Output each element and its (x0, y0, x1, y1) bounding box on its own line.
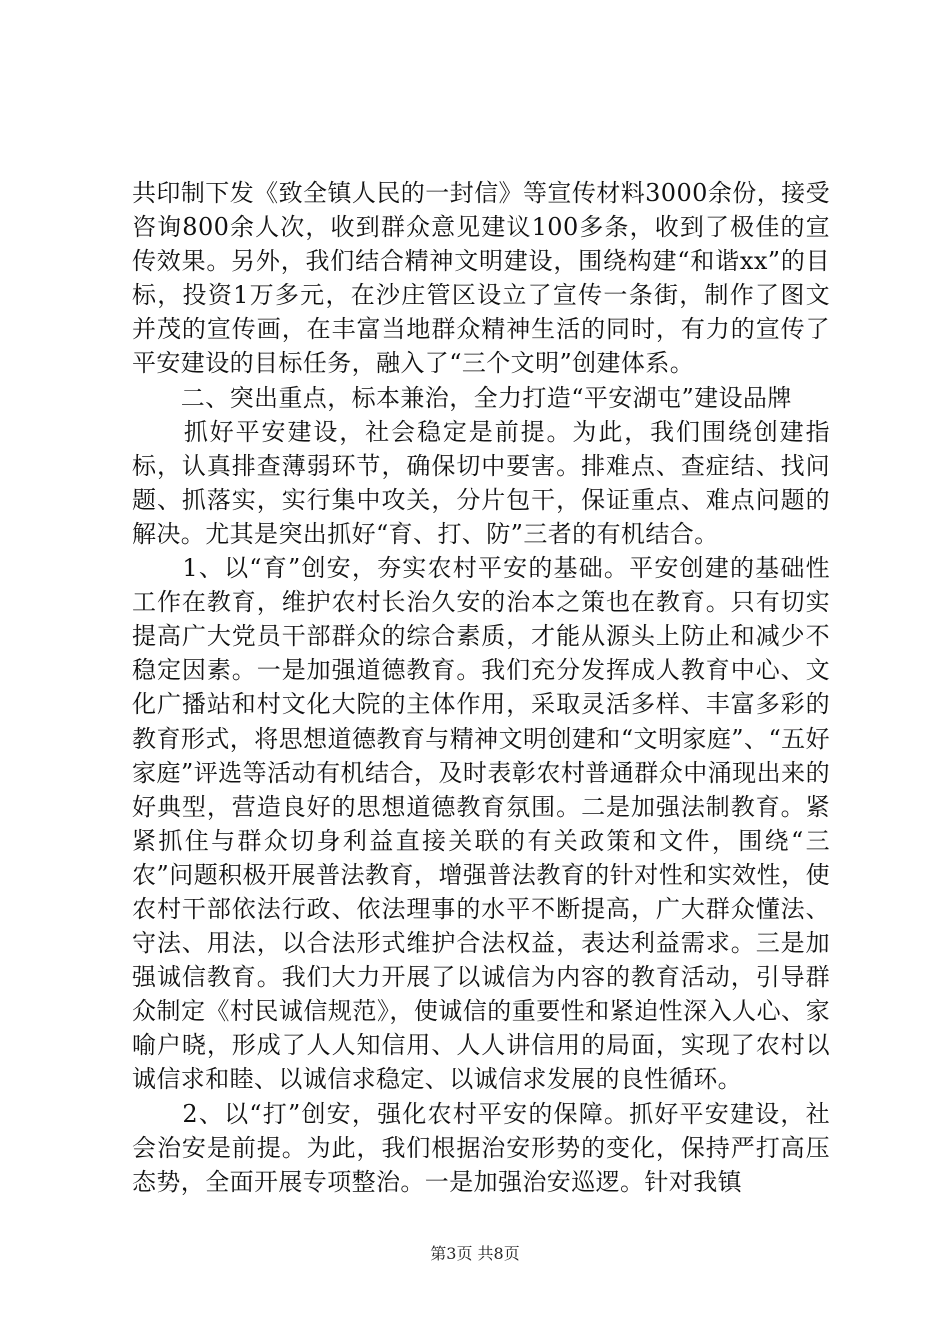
paragraph-crackdown: 2、以“打”创安，强化农村平安的保障。抓好平安建设，社会治安是前提。为此，我们根据治安形势的变化，保持严打高压态势，全面开展专项整治。一是加强治安巡逻。针对我镇 (132, 1099, 830, 1196)
paragraph-education: 1、以“育”创安，夯实农村平安的基础。平安创建的基础性工作在教育，维护农村长治久安的治本之策也在教育。只有切实提高广大党员干部群众的综合素质，才能从源头上防止和减少不稳定因素。一是加强道德教育。我们充分发挥成人教育中心、文化广播站和村文化大院的主体作用，采取灵活多样、丰富多彩的教育形式，将思想道德教育与精神文明创建和“文明家庭”、“五好家庭”评选等活动有机结合，及时表彰农村普通群众中涌现出来的好典型，营造良好的思想道德教育氛围。二是加强法制教育。紧紧抓住与群众切身利益直接关联的有关政策和文件，围绕“三农”问题积极开展普法教育，增强普法教育的针对性和实效性，使农村干部依法行政、依法理事的水平不断提高，广大群众懂法、守法、用法，以合法形式维护合法权益，表达利益需求。三是加强诚信教育。我们大力开展了以诚信为内容的教育活动，引导群众制定《村民诚信规范》，使诚信的重要性和紧迫性深入人心、家喻户晓，形成了人人知信用、人人讲信用的局面，实现了农村以诚信求和睦、以诚信求稳定、以诚信求发展的良性循环。 (132, 554, 830, 1094)
paragraph-stability-premise: 抓好平安建设，社会稳定是前提。为此，我们围绕创建指标，认真排查薄弱环节，确保切中要害。排难点、查症结、找问题、抓落实，实行集中攻关，分片包干，保证重点、难点问题的解决。尤其是突出抓好“育、打、防”三者的有机结合。 (132, 417, 830, 548)
page-number-footer: 第3页 共8页 (430, 1244, 520, 1263)
paragraph-publicity-results: 共印制下发《致全镇人民的一封信》等宣传材料3000余份，接受咨询800余人次，收到群众意见建议100多条，收到了极佳的宣传效果。另外，我们结合精神文明建设，围绕构建“和谐xx”的目标，投资1万多元，在沙庄管区设立了宣传一条街，制作了图文并茂的宣传画，在丰富当地群众精神生活的同时，有力的宣传了平安建设的目标任务，融入了“三个文明”创建体系。 (132, 179, 830, 378)
document-body (132, 176, 830, 1199)
section-heading-two: 二、突出重点，标本兼治，全力打造“平安湖屯”建设品牌 (132, 383, 792, 412)
